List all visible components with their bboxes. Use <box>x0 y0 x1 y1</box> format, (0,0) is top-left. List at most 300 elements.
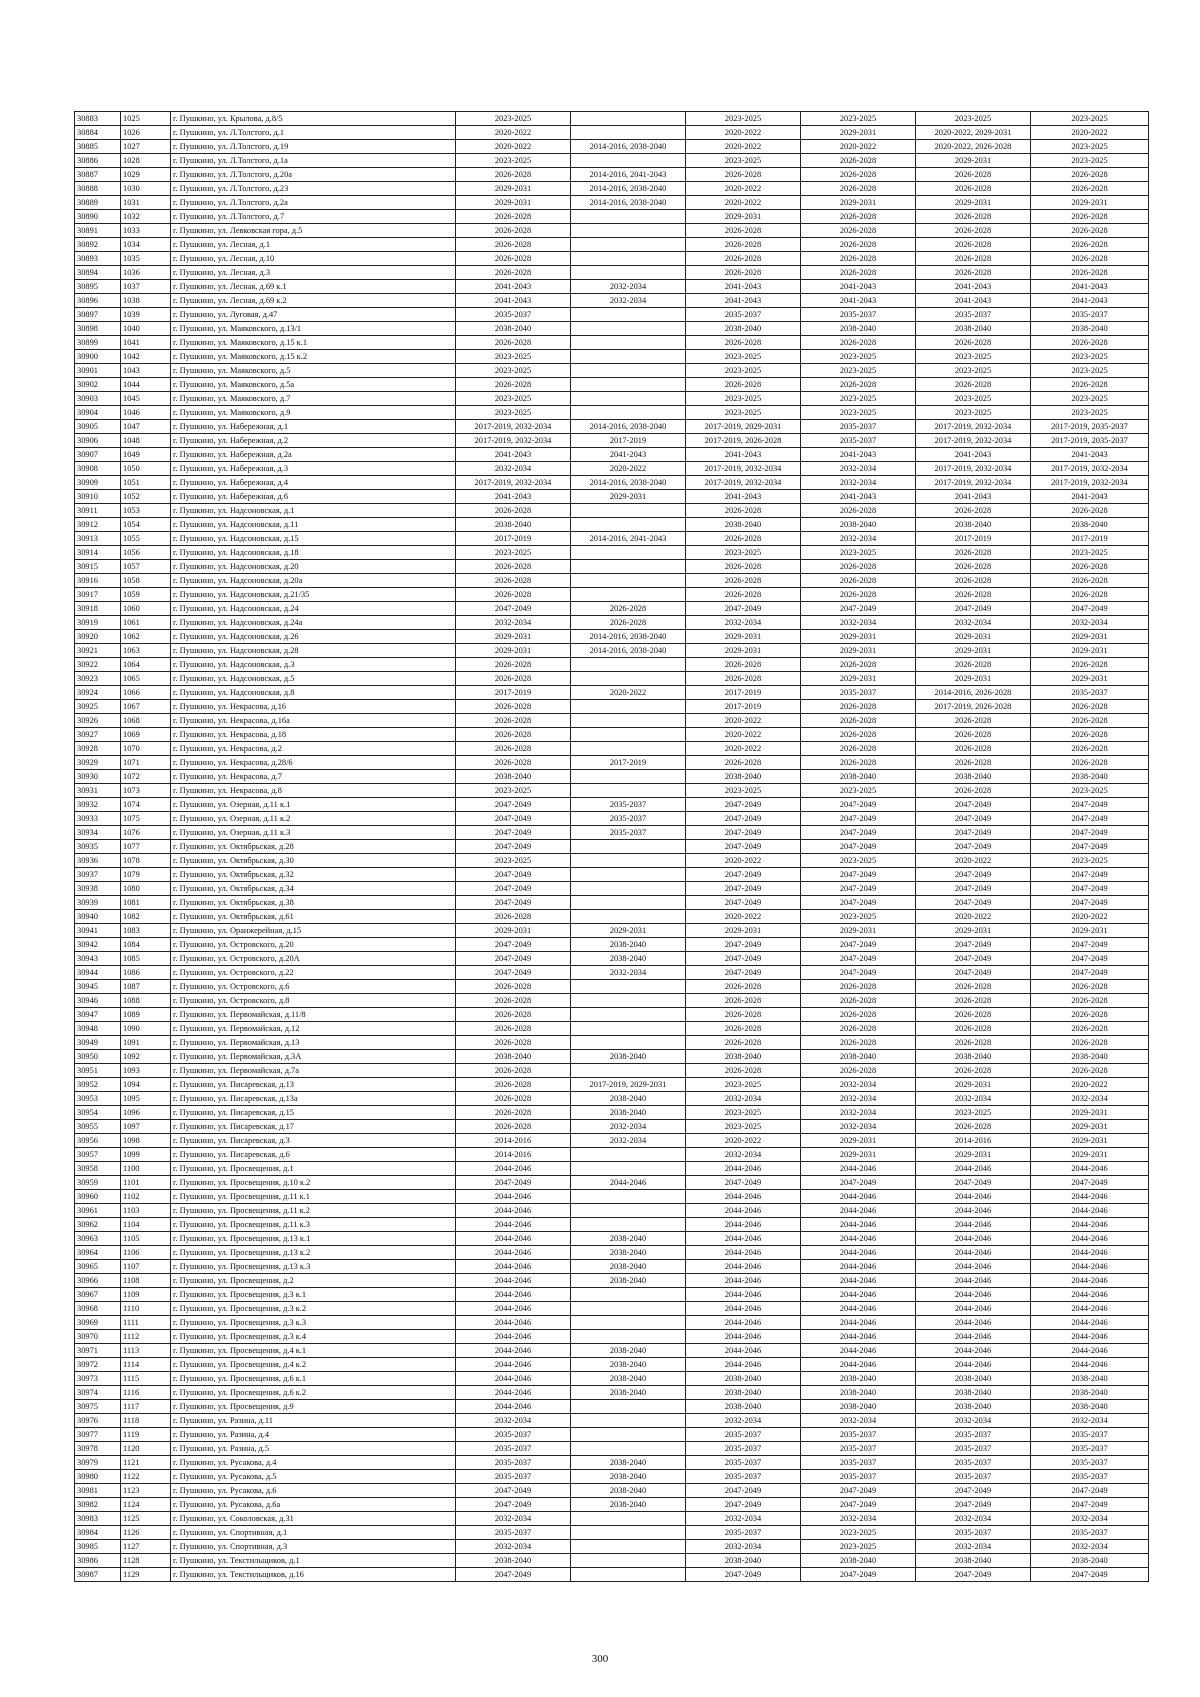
table-cell: 2047-2049 <box>456 868 571 882</box>
table-cell: 2044-2046 <box>686 1288 801 1302</box>
table-cell: 2047-2049 <box>801 826 916 840</box>
table-cell: г. Пушкино, ул. Островского, д.20А <box>171 952 456 966</box>
table-cell: 2014-2016 <box>916 1134 1031 1148</box>
table-cell: 2032-2034 <box>801 1078 916 1092</box>
table-cell: 2026-2028 <box>916 336 1031 350</box>
table-cell <box>571 784 686 798</box>
table-cell: 2038-2040 <box>1031 322 1149 336</box>
table-cell: 1091 <box>121 1036 171 1050</box>
table-cell: 2044-2046 <box>686 1204 801 1218</box>
table-row <box>75 462 1149 476</box>
table-cell: г. Пушкино, ул. Первомайская, д.3А <box>171 1050 456 1064</box>
table-cell: 2047-2049 <box>456 1498 571 1512</box>
table-cell: 1122 <box>121 1470 171 1484</box>
table-cell: 1072 <box>121 770 171 784</box>
table-cell: 2029-2031 <box>456 196 571 210</box>
table-cell: 2029-2031 <box>916 154 1031 168</box>
table-row <box>75 1442 1149 1456</box>
table-cell: 30946 <box>75 994 121 1008</box>
table-cell: 2029-2031 <box>456 630 571 644</box>
table-cell: 2041-2043 <box>916 294 1031 308</box>
table-cell: 2047-2049 <box>1031 1484 1149 1498</box>
table-cell: 2026-2028 <box>801 238 916 252</box>
table-cell: 30900 <box>75 350 121 364</box>
table-row <box>75 658 1149 672</box>
table-cell: г. Пушкино, ул. Просвещения, д.11 к.3 <box>171 1218 456 1232</box>
table-cell: 30963 <box>75 1232 121 1246</box>
table-cell: 2032-2034 <box>571 1120 686 1134</box>
table-cell: 2032-2034 <box>686 1540 801 1554</box>
table-row <box>75 518 1149 532</box>
table-cell: 2044-2046 <box>801 1358 916 1372</box>
table-cell <box>571 1330 686 1344</box>
table-cell: 2047-2049 <box>801 1568 916 1582</box>
table-cell: 2029-2031 <box>1031 644 1149 658</box>
table-cell <box>571 728 686 742</box>
table-cell: 2029-2031 <box>1031 672 1149 686</box>
table-cell: 2047-2049 <box>1031 1568 1149 1582</box>
table-cell: 2047-2049 <box>686 938 801 952</box>
table-cell: 2020-2022 <box>801 140 916 154</box>
table-cell: 2026-2028 <box>916 168 1031 182</box>
table-cell: 2026-2028 <box>456 1064 571 1078</box>
table-cell: 2020-2022 <box>686 910 801 924</box>
table-cell: 1103 <box>121 1204 171 1218</box>
table-cell: 2026-2028 <box>916 252 1031 266</box>
table-cell: 30904 <box>75 406 121 420</box>
table-cell: 2032-2034 <box>686 1148 801 1162</box>
table-cell: 2026-2028 <box>916 588 1031 602</box>
table-cell: 2032-2034 <box>456 1414 571 1428</box>
table-cell: 30964 <box>75 1246 121 1260</box>
table-cell: 1029 <box>121 168 171 182</box>
table-row <box>75 504 1149 518</box>
table-cell <box>571 1022 686 1036</box>
table-cell: 2044-2046 <box>801 1344 916 1358</box>
table-cell: 2026-2028 <box>456 378 571 392</box>
table-cell: 1054 <box>121 518 171 532</box>
table-row <box>75 756 1149 770</box>
table-cell: 2038-2040 <box>456 518 571 532</box>
table-cell: г. Пушкино, ул. Октябрьская, д.61 <box>171 910 456 924</box>
table-cell: 2023-2025 <box>1031 140 1149 154</box>
table-cell: 2047-2049 <box>686 812 801 826</box>
table-cell: г. Пушкино, ул. Маяковского, д.15 к.1 <box>171 336 456 350</box>
table-cell: 30889 <box>75 196 121 210</box>
table-cell: 2029-2031 <box>916 644 1031 658</box>
table-cell: 2026-2028 <box>1031 1008 1149 1022</box>
table-cell: 2029-2031 <box>686 924 801 938</box>
table-cell: 2017-2019, 2032-2034 <box>1031 476 1149 490</box>
table-cell: 2023-2025 <box>1031 546 1149 560</box>
table-cell: 2026-2028 <box>456 1022 571 1036</box>
table-row <box>75 1050 1149 1064</box>
table-cell: г. Пушкино, ул. Л.Толстого, д.20а <box>171 168 456 182</box>
table-cell: 2032-2034 <box>686 1092 801 1106</box>
table-cell: 2035-2037 <box>916 1442 1031 1456</box>
table-cell: 2035-2037 <box>801 420 916 434</box>
table-cell: 2038-2040 <box>1031 1554 1149 1568</box>
table-cell: 1044 <box>121 378 171 392</box>
table-row <box>75 1288 1149 1302</box>
table-cell: 2023-2025 <box>801 854 916 868</box>
table-cell: 2041-2043 <box>686 294 801 308</box>
table-cell: 2026-2028 <box>686 252 801 266</box>
table-cell: 30930 <box>75 770 121 784</box>
table-row <box>75 182 1149 196</box>
table-cell: 2038-2040 <box>686 1372 801 1386</box>
table-cell: 2026-2028 <box>801 588 916 602</box>
table-cell: 2047-2049 <box>456 952 571 966</box>
table-cell <box>571 1568 686 1582</box>
table-cell: г. Пушкино, ул. Просвещения, д.11 к.2 <box>171 1204 456 1218</box>
table-cell: 30962 <box>75 1218 121 1232</box>
table-cell <box>571 1526 686 1540</box>
table-cell: 2032-2034 <box>686 616 801 630</box>
table-cell: 2044-2046 <box>686 1344 801 1358</box>
table-cell: 2044-2046 <box>916 1316 1031 1330</box>
table-cell: г. Пушкино, ул. Некрасова, д.8 <box>171 784 456 798</box>
table-cell: 2032-2034 <box>456 616 571 630</box>
table-row <box>75 952 1149 966</box>
table-cell: г. Пушкино, ул. Надсоновская, д.24 <box>171 602 456 616</box>
table-cell: г. Пушкино, ул. Некрасова, д.28/6 <box>171 756 456 770</box>
table-row <box>75 1218 1149 1232</box>
table-cell: 2047-2049 <box>801 882 916 896</box>
table-cell: 2029-2031 <box>1031 1148 1149 1162</box>
table-row <box>75 1120 1149 1134</box>
table-cell: 30885 <box>75 140 121 154</box>
table-cell: 2041-2043 <box>1031 280 1149 294</box>
table-cell: 30894 <box>75 266 121 280</box>
table-cell: 2014-2016, 2041-2043 <box>571 532 686 546</box>
table-cell: 2044-2046 <box>456 1260 571 1274</box>
table-cell: 2026-2028 <box>1031 378 1149 392</box>
table-cell: 2035-2037 <box>456 1428 571 1442</box>
table-cell: 2038-2040 <box>801 1372 916 1386</box>
table-cell: 2035-2037 <box>1031 1456 1149 1470</box>
table-cell: 2047-2049 <box>801 938 916 952</box>
table-row <box>75 294 1149 308</box>
table-cell: 2020-2022 <box>1031 1078 1149 1092</box>
table-cell: 2020-2022 <box>456 126 571 140</box>
table-row <box>75 1022 1149 1036</box>
table-cell: 2044-2046 <box>801 1232 916 1246</box>
table-cell: 2029-2031 <box>571 924 686 938</box>
table-cell: 2047-2049 <box>801 896 916 910</box>
table-cell: 2044-2046 <box>801 1302 916 1316</box>
table-row <box>75 154 1149 168</box>
table-cell: 2047-2049 <box>916 966 1031 980</box>
table-cell: 2014-2016, 2041-2043 <box>571 168 686 182</box>
table-cell: 30967 <box>75 1288 121 1302</box>
table-cell: г. Пушкино, ул. Лесная, д.3 <box>171 266 456 280</box>
table-cell: 2029-2031 <box>916 672 1031 686</box>
table-cell: 2044-2046 <box>1031 1288 1149 1302</box>
table-cell <box>571 854 686 868</box>
table-cell: 2020-2022 <box>686 728 801 742</box>
table-cell: 2044-2046 <box>1031 1330 1149 1344</box>
table-cell: 2032-2034 <box>801 616 916 630</box>
table-row <box>75 924 1149 938</box>
table-cell: 2023-2025 <box>1031 364 1149 378</box>
table-cell: 2026-2028 <box>456 700 571 714</box>
table-cell <box>571 112 686 126</box>
table-cell: г. Пушкино, ул. Писаревская, д.6 <box>171 1148 456 1162</box>
table-cell: 2026-2028 <box>686 588 801 602</box>
table-cell: 1119 <box>121 1428 171 1442</box>
table-cell: 2038-2040 <box>1031 1400 1149 1414</box>
table-cell: 2032-2034 <box>916 1092 1031 1106</box>
table-cell: 2020-2022, 2026-2028 <box>916 140 1031 154</box>
table-row <box>75 1092 1149 1106</box>
table-cell: 2029-2031 <box>1031 1120 1149 1134</box>
table-row <box>75 1456 1149 1470</box>
table-cell: 2017-2019, 2032-2034 <box>916 476 1031 490</box>
table-cell: 2026-2028 <box>456 910 571 924</box>
table-row <box>75 1260 1149 1274</box>
table-row <box>75 322 1149 336</box>
table-cell: г. Пушкино, ул. Набережная, д.3 <box>171 462 456 476</box>
table-cell: 2038-2040 <box>456 770 571 784</box>
table-cell <box>571 574 686 588</box>
table-cell: г. Пушкино, ул. Набережная, д.2а <box>171 448 456 462</box>
table-cell: 2047-2049 <box>916 896 1031 910</box>
table-cell: 2026-2028 <box>916 980 1031 994</box>
table-cell: 2044-2046 <box>456 1372 571 1386</box>
table-cell: г. Пушкино, ул. Русакова, д.4 <box>171 1456 456 1470</box>
table-cell <box>571 308 686 322</box>
table-cell: 2023-2025 <box>916 406 1031 420</box>
table-cell: 2035-2037 <box>1031 1470 1149 1484</box>
table-cell: 2017-2019, 2029-2031 <box>571 1078 686 1092</box>
table-cell <box>571 896 686 910</box>
table-cell: 2029-2031 <box>801 630 916 644</box>
table-cell: 2020-2022, 2029-2031 <box>916 126 1031 140</box>
table-cell: 2026-2028 <box>1031 994 1149 1008</box>
table-cell: 2017-2019, 2032-2034 <box>456 420 571 434</box>
table-cell: г. Пушкино, ул. Л.Толстого, д.19 <box>171 140 456 154</box>
table-cell: 2029-2031 <box>686 210 801 224</box>
table-cell: 2026-2028 <box>686 168 801 182</box>
table-cell: 2026-2028 <box>686 574 801 588</box>
table-cell <box>571 588 686 602</box>
table-cell: 2026-2028 <box>916 1022 1031 1036</box>
table-cell: 2038-2040 <box>571 1092 686 1106</box>
table-row <box>75 1162 1149 1176</box>
table-row <box>75 882 1149 896</box>
table-cell: 1093 <box>121 1064 171 1078</box>
table-cell: 2026-2028 <box>456 238 571 252</box>
table-cell: г. Пушкино, ул. Некрасова, д.7 <box>171 770 456 784</box>
table-cell: 2038-2040 <box>571 1372 686 1386</box>
table-cell: 2047-2049 <box>916 938 1031 952</box>
table-cell: 1043 <box>121 364 171 378</box>
table-cell: г. Пушкино, ул. Лесная, д.10 <box>171 252 456 266</box>
table-cell: 2026-2028 <box>801 252 916 266</box>
table-cell: 1126 <box>121 1526 171 1540</box>
table-cell: 30913 <box>75 532 121 546</box>
table-cell: г. Пушкино, ул. Надсоновская, д.8 <box>171 686 456 700</box>
table-row <box>75 1400 1149 1414</box>
table-cell: 30929 <box>75 756 121 770</box>
table-cell: 30934 <box>75 826 121 840</box>
table-cell <box>571 994 686 1008</box>
table-cell: 2041-2043 <box>456 490 571 504</box>
work-schedule-table <box>74 111 1149 1582</box>
table-cell: г. Пушкино, ул. Текстильщиков, д.16 <box>171 1568 456 1582</box>
table-cell: 2047-2049 <box>686 896 801 910</box>
table-cell: 2023-2025 <box>1031 784 1149 798</box>
table-cell: 2023-2025 <box>801 1526 916 1540</box>
table-row <box>75 644 1149 658</box>
table-cell: 2035-2037 <box>571 826 686 840</box>
table-cell: 30916 <box>75 574 121 588</box>
table-cell: 2026-2028 <box>686 560 801 574</box>
table-cell: г. Пушкино, ул. Русакова, д.6 <box>171 1484 456 1498</box>
table-cell: 2026-2028 <box>456 336 571 350</box>
table-cell: 2026-2028 <box>456 742 571 756</box>
table-cell: 2029-2031 <box>571 490 686 504</box>
table-cell: 2035-2037 <box>686 308 801 322</box>
table-cell: 2044-2046 <box>456 1162 571 1176</box>
table-cell: 2020-2022 <box>686 126 801 140</box>
table-cell <box>571 1008 686 1022</box>
table-cell: 2029-2031 <box>916 1148 1031 1162</box>
table-cell: 2023-2025 <box>1031 392 1149 406</box>
table-cell: 2023-2025 <box>1031 350 1149 364</box>
table-cell: 2026-2028 <box>456 756 571 770</box>
table-cell: 2029-2031 <box>916 1078 1031 1092</box>
table-cell: 2047-2049 <box>456 882 571 896</box>
table-cell: 2023-2025 <box>801 112 916 126</box>
table-cell: г. Пушкино, ул. Озерная, д.11 к.1 <box>171 798 456 812</box>
table-cell: 2026-2028 <box>1031 1036 1149 1050</box>
table-cell: г. Пушкино, ул. Надсоновская, д.20а <box>171 574 456 588</box>
table-cell: 2026-2028 <box>916 238 1031 252</box>
table-cell: 2023-2025 <box>686 546 801 560</box>
table-cell: 2026-2028 <box>916 182 1031 196</box>
table-cell: 2026-2028 <box>456 994 571 1008</box>
table-cell: 2029-2031 <box>916 196 1031 210</box>
table-cell: 2017-2019, 2032-2034 <box>686 476 801 490</box>
table-cell: 2044-2046 <box>916 1162 1031 1176</box>
table-cell: 2020-2022 <box>571 686 686 700</box>
table-row <box>75 1372 1149 1386</box>
table-cell: 2026-2028 <box>801 574 916 588</box>
table-cell: 2026-2028 <box>456 560 571 574</box>
table-cell: 2026-2028 <box>686 504 801 518</box>
table-cell: 2026-2028 <box>801 714 916 728</box>
table-cell <box>571 1190 686 1204</box>
table-cell: 1038 <box>121 294 171 308</box>
table-cell: г. Пушкино, ул. Луговая, д.47 <box>171 308 456 322</box>
table-cell: 2026-2028 <box>916 714 1031 728</box>
table-cell: 2023-2025 <box>686 364 801 378</box>
table-cell: 30941 <box>75 924 121 938</box>
table-cell <box>571 910 686 924</box>
table-cell: 30958 <box>75 1162 121 1176</box>
table-cell: 2038-2040 <box>571 1498 686 1512</box>
table-cell: 2038-2040 <box>801 322 916 336</box>
table-cell: 2020-2022 <box>916 854 1031 868</box>
table-cell: 1124 <box>121 1498 171 1512</box>
table-row <box>75 1134 1149 1148</box>
table-cell: 2026-2028 <box>1031 252 1149 266</box>
table-row <box>75 994 1149 1008</box>
table-cell: 2026-2028 <box>916 224 1031 238</box>
table-cell: г. Пушкино, ул. Писаревская, д.13 <box>171 1078 456 1092</box>
table-cell: 1095 <box>121 1092 171 1106</box>
table-row <box>75 980 1149 994</box>
table-cell: г. Пушкино, ул. Маяковского, д.5а <box>171 378 456 392</box>
table-cell: г. Пушкино, ул. Л.Толстого, д.1 <box>171 126 456 140</box>
table-cell: 2032-2034 <box>1031 1540 1149 1554</box>
table-cell <box>571 868 686 882</box>
table-cell: 2044-2046 <box>686 1246 801 1260</box>
table-cell: 30932 <box>75 798 121 812</box>
table-cell: 30985 <box>75 1540 121 1554</box>
table-cell: 2044-2046 <box>916 1344 1031 1358</box>
table-cell: 2047-2049 <box>916 602 1031 616</box>
table-cell: 2044-2046 <box>916 1232 1031 1246</box>
table-cell: 2035-2037 <box>916 1470 1031 1484</box>
table-cell: 1112 <box>121 1330 171 1344</box>
table-cell: 2017-2019 <box>686 686 801 700</box>
table-cell: 2026-2028 <box>801 210 916 224</box>
table-cell: 2032-2034 <box>1031 1092 1149 1106</box>
table-cell: 2047-2049 <box>686 1484 801 1498</box>
table-cell: 30919 <box>75 616 121 630</box>
table-cell: 2044-2046 <box>686 1190 801 1204</box>
table-row <box>75 490 1149 504</box>
table-cell: 1030 <box>121 182 171 196</box>
table-cell: 1049 <box>121 448 171 462</box>
table-cell <box>571 224 686 238</box>
table-cell: 2044-2046 <box>916 1288 1031 1302</box>
table-cell <box>571 1554 686 1568</box>
table-cell: 30940 <box>75 910 121 924</box>
table-cell: 2026-2028 <box>801 994 916 1008</box>
table-cell: 2026-2028 <box>801 266 916 280</box>
table-cell: 30925 <box>75 700 121 714</box>
table-cell <box>571 350 686 364</box>
table-cell: 2047-2049 <box>801 840 916 854</box>
table-cell: 1035 <box>121 252 171 266</box>
table-cell: 2047-2049 <box>916 1498 1031 1512</box>
table-cell: 2044-2046 <box>456 1302 571 1316</box>
table-cell: 2038-2040 <box>916 1386 1031 1400</box>
table-cell: 1025 <box>121 112 171 126</box>
table-cell: 2020-2022 <box>686 196 801 210</box>
table-cell: 30976 <box>75 1414 121 1428</box>
table-cell: 2026-2028 <box>686 1008 801 1022</box>
table-cell <box>571 1204 686 1218</box>
table-cell: 30973 <box>75 1372 121 1386</box>
table-cell: 2047-2049 <box>801 952 916 966</box>
table-cell: г. Пушкино, ул. Просвещения, д.4 к.2 <box>171 1358 456 1372</box>
table-cell <box>571 1162 686 1176</box>
table-cell: 2035-2037 <box>801 434 916 448</box>
table-row <box>75 1008 1149 1022</box>
table-row <box>75 266 1149 280</box>
table-cell: 2047-2049 <box>916 1176 1031 1190</box>
table-row <box>75 126 1149 140</box>
table-cell: 1034 <box>121 238 171 252</box>
table-cell: 2035-2037 <box>686 1442 801 1456</box>
table-cell: 2035-2037 <box>1031 308 1149 322</box>
table-cell <box>571 882 686 896</box>
